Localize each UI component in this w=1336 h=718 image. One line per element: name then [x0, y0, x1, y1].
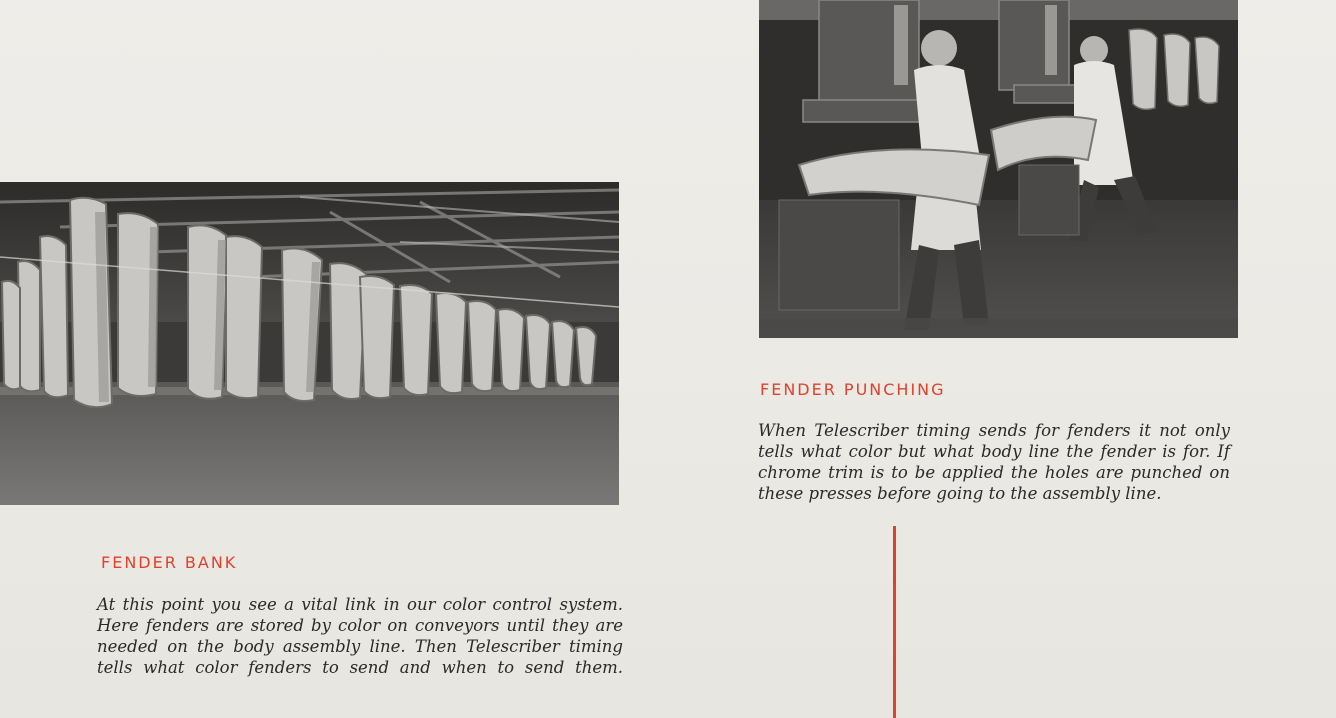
fender-punching-photo-image: [759, 0, 1238, 338]
fender-punching-line-4: these presses before going to the assembly line.: [758, 484, 1162, 503]
fender-bank-line-2: Here fenders are stored by color on conveyors until they are: [97, 616, 623, 635]
red-divider-rule: [893, 526, 896, 718]
fender-bank-photo: [0, 182, 619, 505]
fender-bank-line-4: tells what color fenders to send and when to send them.: [97, 658, 623, 677]
fender-punching-heading: FENDER PUNCHING: [760, 380, 946, 399]
fender-bank-description: [97, 594, 623, 678]
fender-bank-photo-image: [0, 182, 619, 505]
fender-bank-line-1: At this point you see a vital link in our color control system.: [97, 595, 623, 614]
fender-punching-photo: [759, 0, 1238, 338]
fender-bank-line-3: needed on the body assembly line. Then Telescriber timing: [97, 637, 623, 656]
fender-punching-line-2: tells what color but what body line the fender is for. If: [758, 442, 1230, 461]
fender-punching-line-1: When Telescriber timing sends for fenders it not only: [758, 421, 1230, 440]
fender-punching-line-3: chrome trim is to be applied the holes are punched on: [758, 463, 1230, 482]
fender-punching-description: [758, 420, 1230, 504]
fender-bank-heading: FENDER BANK: [101, 553, 238, 572]
